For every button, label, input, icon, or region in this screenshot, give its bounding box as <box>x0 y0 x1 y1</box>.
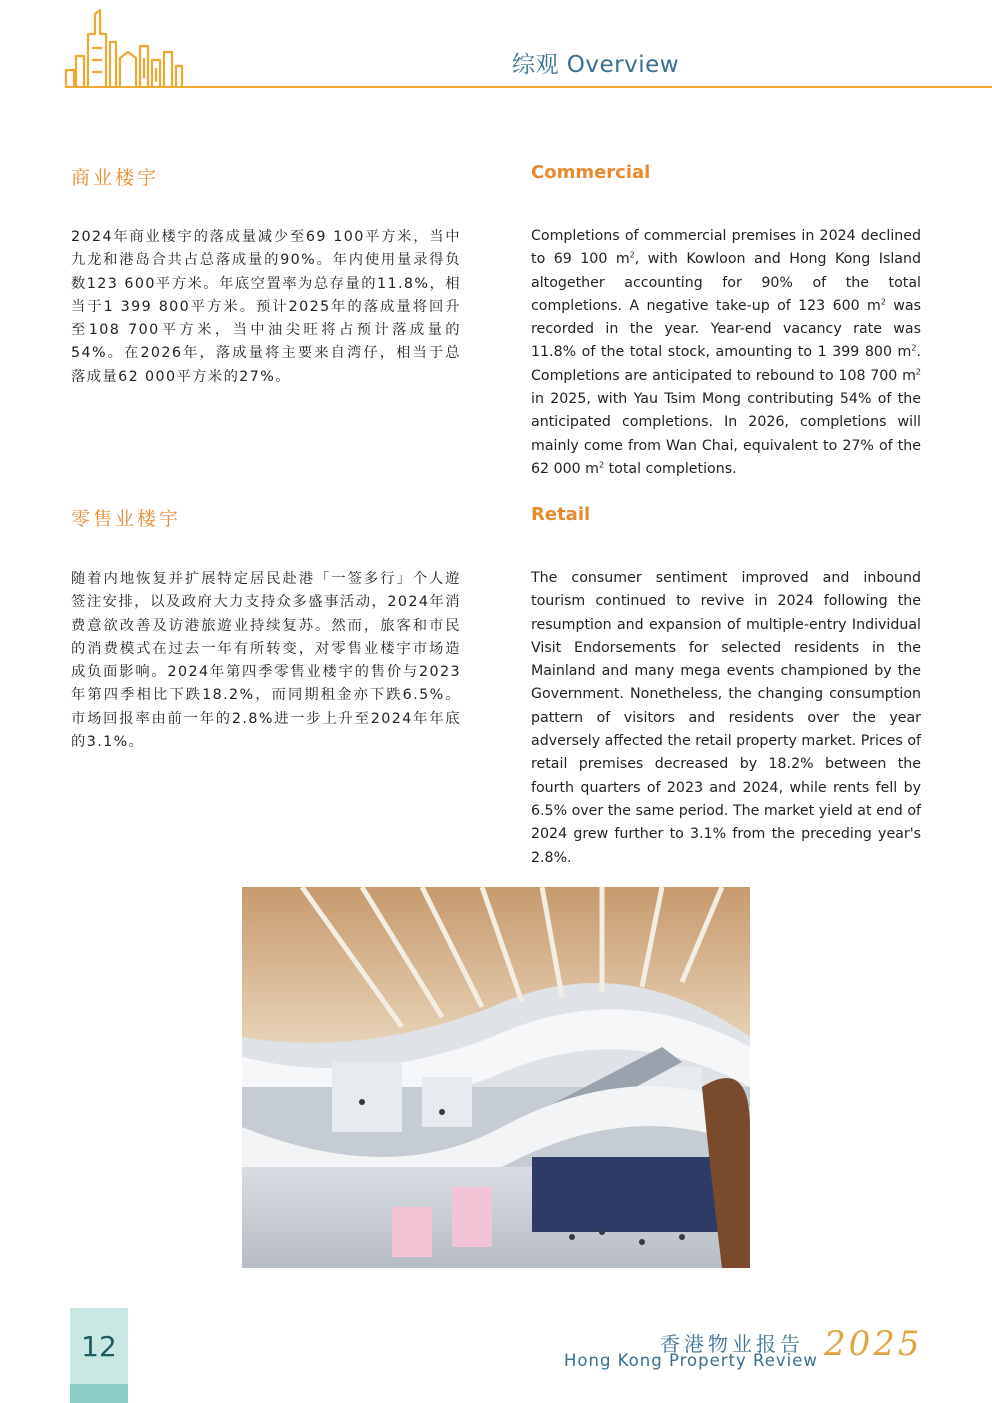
commercial-body-en: Completions of commercial premises in 2024 declined to 69 100 $m^2$, with Kowloon and Hong Kong Island altogether accounting for 90% of the total completions. A negative take-up of 123 600 $m^2$ was recorded in the year. Year-end vacancy rate was 11.8% of the total stock, amounting to 1 399 800 $m^2$. Completions are anticipated to rebound to 108 700 $m^2$ in 2025, with Yau Tsim Mong contributing 54% of the anticipated completions. In 2026, completions will mainly come from Wan Chai, equivalent to 27% of the 62 000 $m^2$ total completions. <box>531 228 921 477</box>
commercial-heading-zh: 商业楼宇 <box>71 167 160 189</box>
commercial-heading-en: Commercial <box>531 162 651 183</box>
page-section-title: 综观 Overview <box>512 52 680 78</box>
retail-body-zh: 随着内地恢复并扩展特定居民赴港「一签多行」个人遊签注安排，以及政府大力支持众多盛事活动，2024年消费意欲改善及访港旅遊业持续复苏。然而，旅客和市民的消费模式在过去一年有所转变，对零售业楼宇市场造成负面影响。2024年第四季零售业楼宇的售价与2023年第四季相比下跌18.2%，而同期租金亦下跌6.5%。市场回报率由前一年的2.8%进一步上升至2024年年底的3.1%。 <box>71 571 461 751</box>
commercial-body-zh: 2024年商业楼宇的落成量减少至69 100平方米，当中九龙和港岛合共占总落成量的90%。年内使用量录得负数123 600平方米。年底空置率为总存量的11.8%，相当于1 399 800平方米。预计2025年的落成量将回升至108 700平方米，当中油尖旺将占预计落成量的54%。在2026年，落成量将主要来自湾仔，相当于总落成量62 000平方米的27%。 <box>71 229 461 385</box>
retail-heading-en: Retail <box>531 504 591 525</box>
skyline-logo-icon <box>62 8 192 94</box>
retail-body-en: The consumer sentiment improved and inbound tourism continued to revive in 2024 following the resumption and expansion of multiple-entry Individual Visit Endorsements for selected residents in the Mainland and many mega events championed by the Government. Nonetheless, the changing consumption pattern of visitors and residents over the year adversely affected the retail property market. Prices of retail premises decreased by 18.2% between the fourth quarters of 2023 and 2024, while rents fell by 6.5% over the same period. The market yield at end of 2024 grew further to 3.1% from the preceding year's 2.8%. <box>531 570 921 866</box>
page-number: 12 <box>81 1330 117 1363</box>
page-number-tab-bar <box>70 1384 128 1403</box>
shopping-mall-atrium-photo <box>242 887 750 1268</box>
publication-title-en: Hong Kong Property Review <box>564 1351 818 1370</box>
publication-title-zh: 香港物业报告 <box>660 1332 804 1356</box>
retail-heading-zh: 零售业楼宇 <box>71 508 182 530</box>
header-rule <box>66 86 992 88</box>
publication-year: 2025 <box>824 1324 923 1364</box>
